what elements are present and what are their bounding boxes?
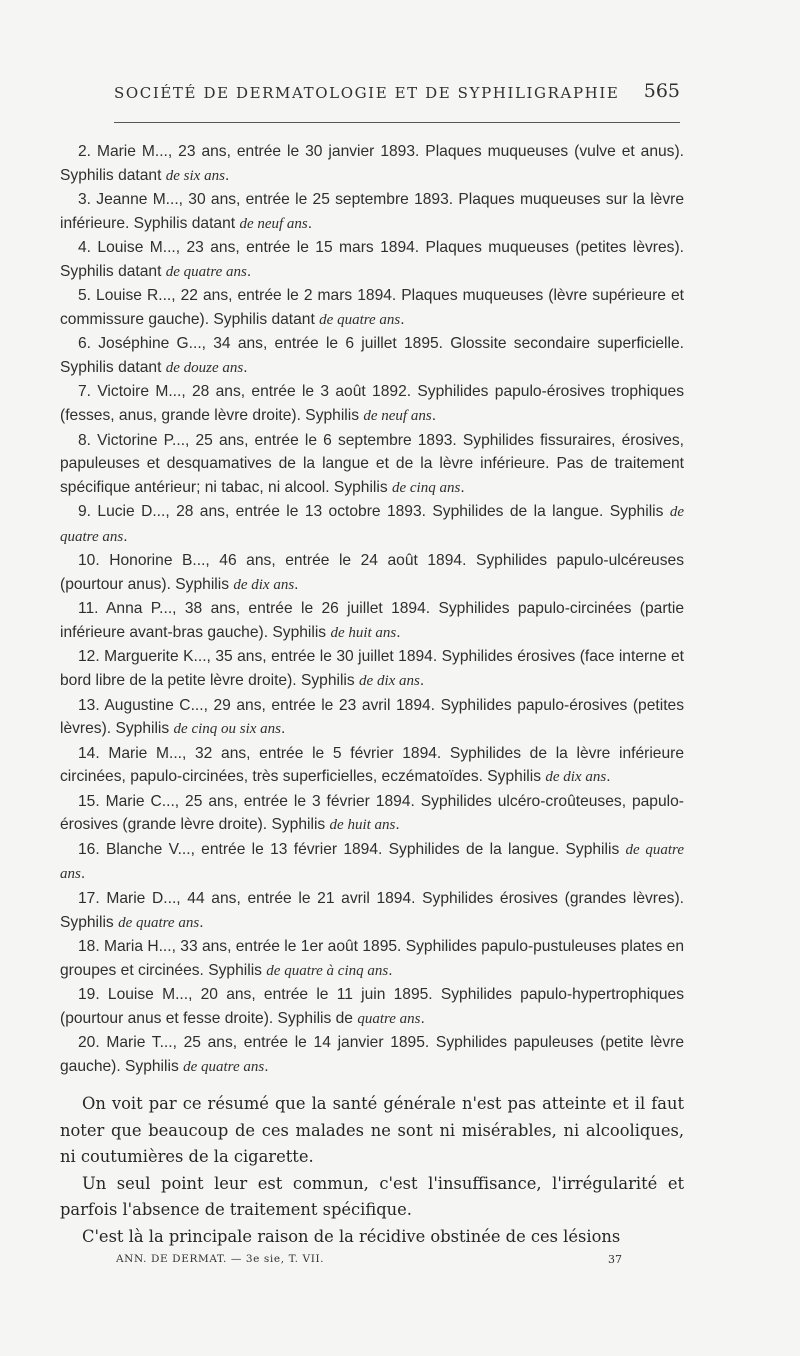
case-entry: 4. Louise M..., 23 ans, entrée le 15 mars 1894. Plaques muqueuses (petites lèvres). Syphilis datant de quatre ans. <box>60 239 684 280</box>
running-title: SOCIÉTÉ DE DERMATOLOGIE ET DE SYPHILIGRAPHIE <box>114 84 620 102</box>
case-entry: 19. Louise M..., 20 ans, entrée le 11 juin 1895. Syphilides papulo-hypertrophiques (pourtour anus et fesse droite). Syphilis de quatre ans. <box>60 986 684 1027</box>
case-entry: 6. Joséphine G..., 34 ans, entrée le 6 juillet 1895. Glossite secondaire superficielle. Syphilis datant de douze ans. <box>60 335 684 376</box>
signature-number: 37 <box>608 1253 622 1266</box>
case-entry: 14. Marie M..., 32 ans, entrée le 5 février 1894. Syphilides de la lèvre inférieure circinées, papulo-circinées, très superficielles, eczématoïdes. Syphilis de dix ans. <box>60 744 684 786</box>
paragraph: On voit par ce résumé que la santé générale n'est pas atteinte et il faut noter que beaucoup de ces malades ne sont ni misérables, ni alcooliques, ni coutumières de la cigarette. <box>60 1094 684 1167</box>
case-entry: 8. Victorine P..., 25 ans, entrée le 6 septembre 1893. Syphilides fissuraires, érosives, papuleuses et desquamatives de la langue et de la lèvre inférieure. Pas de traitement spécifique antérieur; ni tabac, ni alcool. Syphilis de cinq ans. <box>60 431 684 496</box>
case-entry: 2. Marie M..., 23 ans, entrée le 30 janvier 1893. Plaques muqueuses (vulve et anus). Syphilis datant de six ans. <box>60 143 684 184</box>
case-entry: 11. Anna P..., 38 ans, entrée le 26 juillet 1894. Syphilides papulo-circinées (partie inférieure avant-bras gauche). Syphilis de huit ans. <box>60 600 684 641</box>
case-entry: 10. Honorine B..., 46 ans, entrée le 24 août 1894. Syphilides papulo-ulcéreuses (pourtour anus). Syphilis de dix ans. <box>60 552 684 593</box>
running-head <box>114 80 682 110</box>
case-entry: 15. Marie C..., 25 ans, entrée le 3 février 1894. Syphilides ulcéro-croûteuses, papulo-érosives (grande lèvre droite). Syphilis de huit ans. <box>60 792 684 834</box>
case-list <box>60 140 684 1079</box>
paragraph: Un seul point leur est commun, c'est l'insuffisance, l'irrégularité et parfois l'absence de traitement spécifique. <box>60 1173 684 1220</box>
case-entry: 9. Lucie D..., 28 ans, entrée le 13 octobre 1893. Syphilides de la langue. Syphilis de quatre ans. <box>60 503 684 545</box>
case-entry: 16. Blanche V..., entrée le 13 février 1894. Syphilides de la langue. Syphilis de quatre ans. <box>60 840 684 883</box>
page-footer <box>116 1253 622 1273</box>
case-entry: 3. Jeanne M..., 30 ans, entrée le 25 septembre 1893. Plaques muqueuses sur la lèvre inférieure. Syphilis datant de neuf ans. <box>60 191 684 232</box>
paragraph: C'est là la principale raison de la récidive obstinée de ces lésions <box>82 1226 621 1246</box>
header-rule <box>114 122 680 123</box>
summary-text <box>60 1091 684 1251</box>
case-entry: 13. Augustine C..., 29 ans, entrée le 23 avril 1894. Syphilides papulo-érosives (petites lèvres). Syphilis de cinq ou six ans. <box>60 696 684 738</box>
case-entry: 17. Marie D..., 44 ans, entrée le 21 avril 1894. Syphilides érosives (grandes lèvres). Syphilis de quatre ans. <box>60 889 684 931</box>
journal-signature: ANN. DE DERMAT. — 3e sie, T. VII. <box>116 1253 325 1265</box>
case-entry: 12. Marguerite K..., 35 ans, entrée le 30 juillet 1894. Syphilides érosives (face interne et bord libre de la petite lèvre droite). Syphilis de dix ans. <box>60 648 684 690</box>
case-entry: 7. Victoire M..., 28 ans, entrée le 3 août 1892. Syphilides papulo-érosives trophiques (fesses, anus, grande lèvre droite). Syphilis de neuf ans. <box>60 383 684 425</box>
case-entry: 18. Maria H..., 33 ans, entrée le 1er août 1895. Syphilides papulo-pustuleuses plates en groupes et circinées. Syphilis de quatre à cinq ans. <box>60 938 684 979</box>
case-entry: 20. Marie T..., 25 ans, entrée le 14 janvier 1895. Syphilides papuleuses (petite lèvre gauche). Syphilis de quatre ans. <box>60 1034 684 1075</box>
page-number: 565 <box>643 80 680 102</box>
case-entry: 5. Louise R..., 22 ans, entrée le 2 mars 1894. Plaques muqueuses (lèvre supérieure et commissure gauche). Syphilis datant de quatre ans. <box>60 287 684 328</box>
